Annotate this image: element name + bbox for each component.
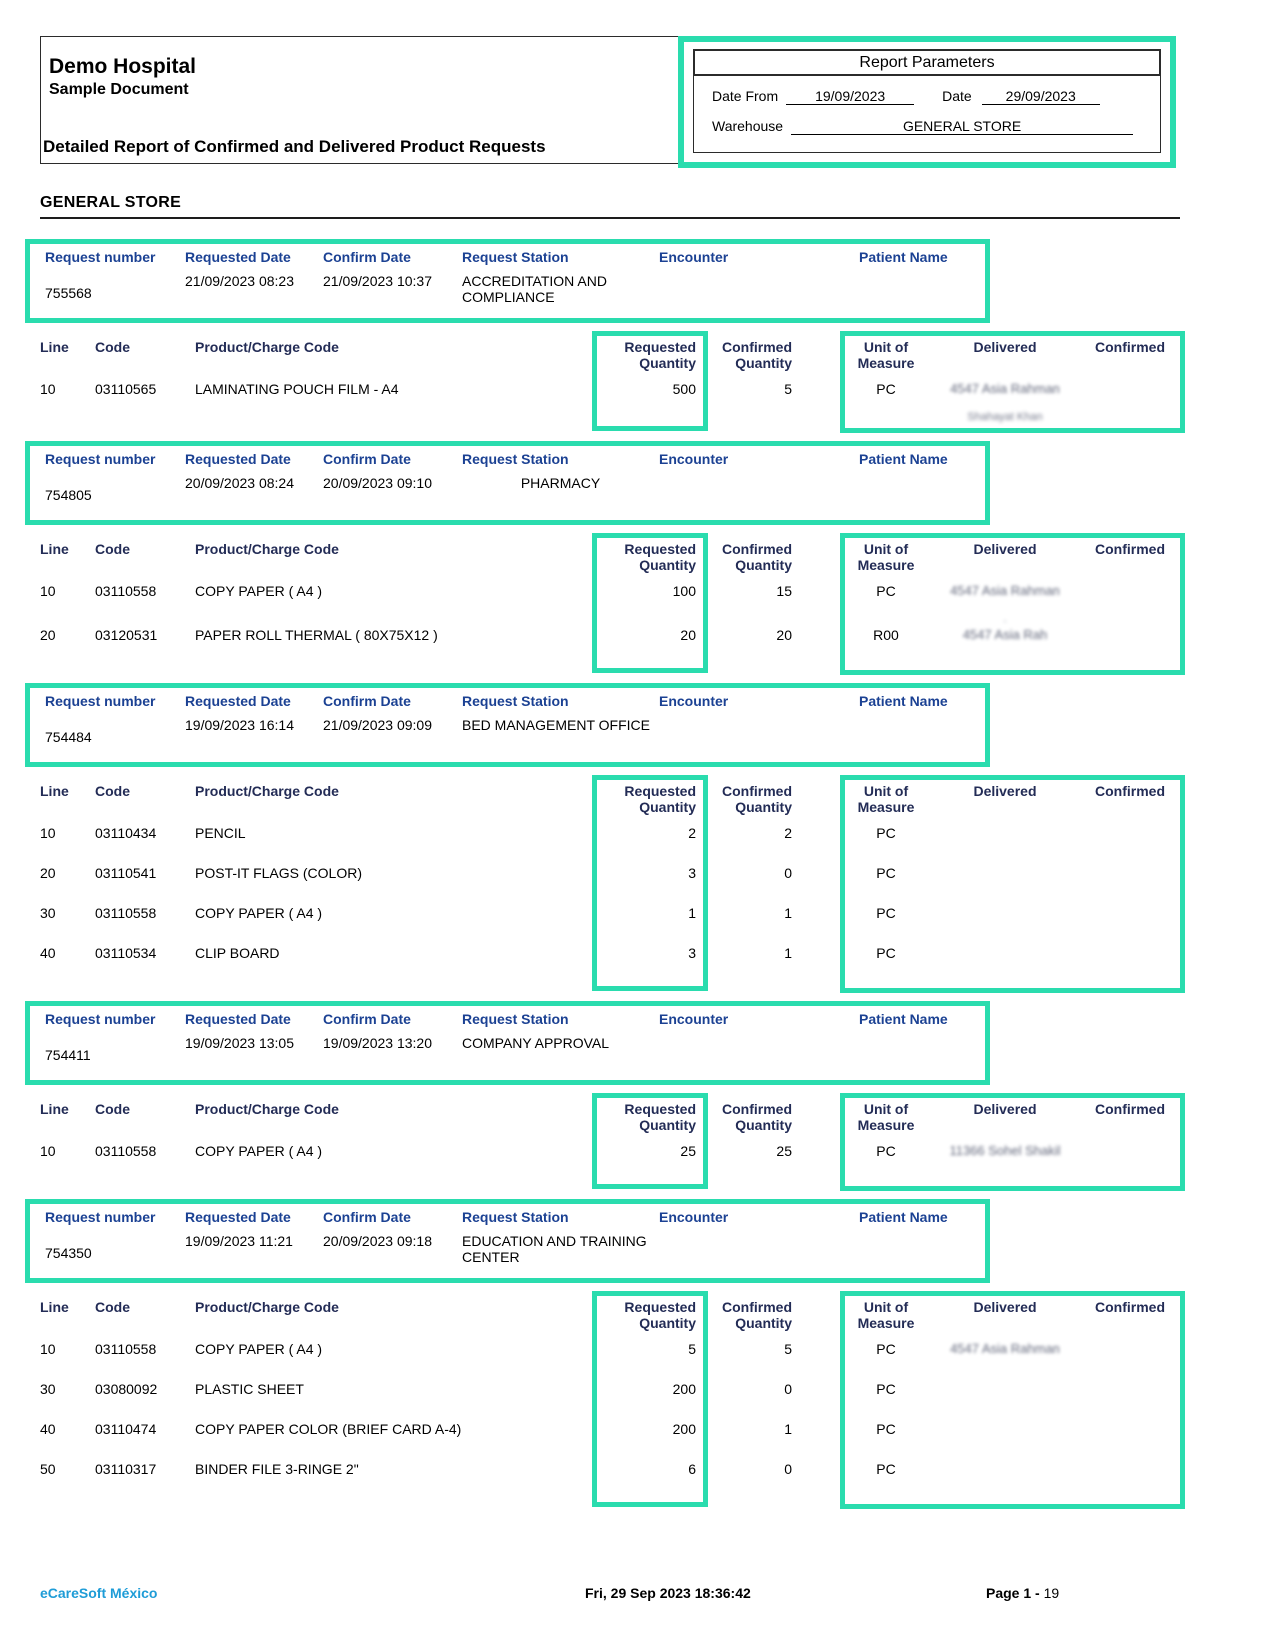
product-header: Product/Charge Code bbox=[195, 783, 339, 799]
product-name: PLASTIC SHEET bbox=[195, 1381, 304, 1397]
delivered-signature-text: 11366 Sohel Shakil bbox=[949, 1143, 1061, 1158]
requested-date-value: 20/09/2023 08:24 bbox=[185, 475, 294, 491]
product-name: COPY PAPER ( A4 ) bbox=[195, 1341, 323, 1357]
requested-date-header: Requested Date bbox=[185, 249, 291, 265]
request-station-value: EDUCATION AND TRAINING CENTER bbox=[462, 1233, 647, 1265]
delivered-header: Delivered bbox=[973, 783, 1037, 799]
line-number: 30 bbox=[40, 905, 56, 921]
date-from-value: 19/09/2023 bbox=[786, 88, 914, 105]
patient-name-header: Patient Name bbox=[859, 451, 948, 467]
report-parameters-body bbox=[693, 76, 1161, 153]
confirmed-qty-value: 0 bbox=[784, 1381, 792, 1397]
delivered-signature bbox=[930, 1459, 1080, 1499]
requested-date-value: 19/09/2023 13:05 bbox=[185, 1035, 294, 1051]
confirmed-qty-header: Confirmed Quantity bbox=[722, 1101, 792, 1133]
date-value: 29/09/2023 bbox=[982, 88, 1100, 105]
section-divider bbox=[40, 217, 1180, 219]
line-header: Line bbox=[40, 1299, 69, 1315]
product-code: 03110317 bbox=[95, 1461, 157, 1477]
confirmed-qty-value: 5 bbox=[784, 381, 792, 397]
warehouse-label: Warehouse bbox=[712, 118, 784, 134]
uom-header: Unit of Measure bbox=[857, 1299, 915, 1331]
page-footer bbox=[0, 1585, 1275, 1609]
confirmed-qty-value: 20 bbox=[776, 627, 792, 643]
request-number-header: Request number bbox=[45, 693, 156, 709]
patient-name-header: Patient Name bbox=[859, 693, 948, 709]
request-number-header: Request number bbox=[45, 1011, 156, 1027]
requested-date-header: Requested Date bbox=[185, 451, 291, 467]
delivered-signature bbox=[930, 581, 1080, 625]
request-summary-box bbox=[25, 441, 990, 525]
product-code: 03110434 bbox=[95, 825, 157, 841]
request-number-value: 755568 bbox=[45, 285, 92, 301]
uom-header: Unit of Measure bbox=[857, 783, 915, 815]
line-number: 10 bbox=[40, 1341, 56, 1357]
requested-date-value: 21/09/2023 08:23 bbox=[185, 273, 294, 289]
delivered-signature bbox=[930, 943, 1080, 983]
requested-qty-header: Requested Quantity bbox=[624, 339, 696, 371]
delivered-signature-text: 4547 Asia Rahman bbox=[950, 381, 1060, 396]
encounter-header: Encounter bbox=[659, 1209, 729, 1225]
confirmed-qty-header: Confirmed Quantity bbox=[722, 783, 792, 815]
request-number-header: Request number bbox=[45, 451, 156, 467]
line-number: 20 bbox=[40, 865, 56, 881]
uom-value: PC bbox=[876, 1381, 896, 1397]
line-number: 10 bbox=[40, 583, 56, 599]
confirmed-qty-value: 25 bbox=[776, 1143, 792, 1159]
patient-name-value bbox=[859, 475, 975, 513]
request-number-value: 754484 bbox=[45, 729, 92, 745]
date-label: Date bbox=[942, 88, 972, 104]
confirmed-qty-value: 5 bbox=[784, 1341, 792, 1357]
product-name: CLIP BOARD bbox=[195, 945, 280, 961]
requested-qty-value: 25 bbox=[680, 1143, 696, 1159]
line-number: 20 bbox=[40, 627, 56, 643]
delivered-signature bbox=[930, 625, 1080, 665]
line-header: Line bbox=[40, 541, 69, 557]
confirmed-signature bbox=[1080, 1379, 1180, 1419]
confirmed-header: Confirmed bbox=[1095, 1101, 1165, 1117]
encounter-value bbox=[659, 1233, 859, 1271]
encounter-header: Encounter bbox=[659, 249, 729, 265]
confirmed-header: Confirmed bbox=[1095, 783, 1165, 799]
requested-date-header: Requested Date bbox=[185, 1011, 291, 1027]
product-name: COPY PAPER ( A4 ) bbox=[195, 583, 323, 599]
confirmed-header: Confirmed bbox=[1095, 1299, 1165, 1315]
request-group bbox=[40, 441, 1220, 673]
date-row bbox=[712, 88, 1150, 105]
requested-qty-value: 6 bbox=[688, 1461, 696, 1477]
uom-value: PC bbox=[876, 1421, 896, 1437]
uom-value: PC bbox=[876, 945, 896, 961]
product-code: 03110558 bbox=[95, 905, 157, 921]
requested-qty-value: 500 bbox=[672, 381, 696, 397]
code-header: Code bbox=[95, 1101, 130, 1117]
uom-value: PC bbox=[876, 583, 896, 599]
date-from-label: Date From bbox=[712, 88, 779, 104]
confirmed-qty-value: 15 bbox=[776, 583, 792, 599]
request-summary-box bbox=[25, 239, 990, 323]
encounter-value bbox=[659, 1035, 859, 1073]
requested-qty-value: 200 bbox=[672, 1381, 696, 1397]
report-title: Detailed Report of Confirmed and Delivered Product Requests bbox=[43, 137, 546, 156]
confirm-date-value: 20/09/2023 09:18 bbox=[323, 1233, 432, 1249]
uom-value: PC bbox=[876, 1143, 896, 1159]
patient-name-value bbox=[859, 273, 975, 311]
confirm-date-value: 21/09/2023 10:37 bbox=[323, 273, 432, 289]
hospital-name: Demo Hospital bbox=[49, 55, 197, 78]
product-code: 03110558 bbox=[95, 1341, 157, 1357]
line-items-table bbox=[40, 333, 1180, 431]
encounter-header: Encounter bbox=[659, 451, 729, 467]
line-number: 10 bbox=[40, 381, 56, 397]
vendor-brand: eCareSoft México bbox=[40, 1585, 158, 1601]
requested-qty-value: 100 bbox=[672, 583, 696, 599]
product-name: POST-IT FLAGS (COLOR) bbox=[195, 865, 362, 881]
delivered-signature-text: 4547 Asia Rahman bbox=[950, 1341, 1060, 1356]
line-items-table bbox=[40, 535, 1180, 673]
delivered-signature-text-2: Shahayat Khan bbox=[967, 411, 1043, 423]
encounter-value bbox=[659, 717, 859, 755]
code-header: Code bbox=[95, 1299, 130, 1315]
confirm-date-header: Confirm Date bbox=[323, 693, 411, 709]
uom-header: Unit of Measure bbox=[857, 339, 915, 371]
patient-name-header: Patient Name bbox=[859, 249, 948, 265]
confirmed-qty-value: 1 bbox=[784, 905, 792, 921]
uom-value: PC bbox=[876, 865, 896, 881]
print-datetime: Fri, 29 Sep 2023 18:36:42 bbox=[585, 1585, 751, 1601]
product-code: 03080092 bbox=[95, 1381, 158, 1397]
confirmed-signature bbox=[1080, 581, 1180, 625]
patient-name-header: Patient Name bbox=[859, 1209, 948, 1225]
requested-qty-value: 20 bbox=[680, 627, 696, 643]
delivered-header: Delivered bbox=[973, 1101, 1037, 1117]
product-code: 03110541 bbox=[95, 865, 157, 881]
product-name: COPY PAPER COLOR (BRIEF CARD A-4) bbox=[195, 1421, 462, 1437]
line-number: 40 bbox=[40, 945, 56, 961]
document-title-box bbox=[40, 36, 680, 164]
confirm-date-header: Confirm Date bbox=[323, 1209, 411, 1225]
product-name: LAMINATING POUCH FILM - A4 bbox=[195, 381, 399, 397]
product-name: BINDER FILE 3-RINGE 2" bbox=[195, 1461, 359, 1477]
delivered-signature-text: 4547 Asia Rah bbox=[962, 627, 1048, 642]
requested-qty-header: Requested Quantity bbox=[624, 1101, 696, 1133]
delivered-signature bbox=[930, 1141, 1080, 1181]
product-header: Product/Charge Code bbox=[195, 541, 339, 557]
requested-qty-value: 2 bbox=[688, 825, 696, 841]
product-code: 03110474 bbox=[95, 1421, 157, 1437]
line-number: 10 bbox=[40, 1143, 56, 1159]
line-number: 30 bbox=[40, 1381, 56, 1397]
confirmed-header: Confirmed bbox=[1095, 339, 1165, 355]
delivered-signature bbox=[930, 903, 1080, 943]
confirmed-header: Confirmed bbox=[1095, 541, 1165, 557]
confirmed-signature bbox=[1080, 1141, 1180, 1181]
delivered-signature-text-2: . bbox=[1003, 613, 1007, 625]
product-name: PENCIL bbox=[195, 825, 246, 841]
warehouse-value: GENERAL STORE bbox=[791, 118, 1133, 135]
requested-qty-value: 3 bbox=[688, 865, 696, 881]
request-station-header: Request Station bbox=[462, 451, 569, 467]
confirm-date-header: Confirm Date bbox=[323, 451, 411, 467]
product-name: PAPER ROLL THERMAL ( 80X75X12 ) bbox=[195, 627, 438, 643]
delivered-header: Delivered bbox=[973, 541, 1037, 557]
line-items-table bbox=[40, 777, 1180, 991]
requested-qty-value: 1 bbox=[688, 905, 696, 921]
encounter-header: Encounter bbox=[659, 1011, 729, 1027]
line-items-table bbox=[40, 1293, 1180, 1507]
patient-name-value bbox=[859, 1233, 975, 1271]
product-header: Product/Charge Code bbox=[195, 339, 339, 355]
request-station-header: Request Station bbox=[462, 1011, 569, 1027]
delivered-signature bbox=[930, 1419, 1080, 1459]
code-header: Code bbox=[95, 339, 130, 355]
confirmed-signature bbox=[1080, 863, 1180, 903]
product-code: 03110558 bbox=[95, 1143, 157, 1159]
request-station-value: PHARMACY bbox=[520, 475, 601, 491]
confirm-date-value: 21/09/2023 09:09 bbox=[323, 717, 432, 733]
patient-name-value bbox=[859, 717, 975, 755]
document-subtitle: Sample Document bbox=[49, 81, 189, 98]
code-header: Code bbox=[95, 783, 130, 799]
encounter-header: Encounter bbox=[659, 693, 729, 709]
confirmed-qty-header: Confirmed Quantity bbox=[722, 541, 792, 573]
line-number: 40 bbox=[40, 1421, 56, 1437]
request-summary-box bbox=[25, 1199, 990, 1283]
encounter-value bbox=[659, 475, 859, 513]
page-header bbox=[40, 36, 1220, 168]
product-header: Product/Charge Code bbox=[195, 1101, 339, 1117]
product-code: 03110558 bbox=[95, 583, 157, 599]
confirmed-signature bbox=[1080, 943, 1180, 983]
request-group bbox=[40, 1199, 1220, 1507]
requested-qty-value: 3 bbox=[688, 945, 696, 961]
confirmed-signature bbox=[1080, 379, 1180, 423]
confirmed-signature bbox=[1080, 903, 1180, 943]
requested-date-header: Requested Date bbox=[185, 693, 291, 709]
confirmed-signature bbox=[1080, 625, 1180, 665]
page-indicator bbox=[986, 1585, 1059, 1601]
line-number: 50 bbox=[40, 1461, 56, 1477]
line-items-table bbox=[40, 1095, 1180, 1189]
delivered-signature bbox=[930, 1339, 1080, 1379]
request-summary-box bbox=[25, 1001, 990, 1085]
request-station-header: Request Station bbox=[462, 1209, 569, 1225]
line-header: Line bbox=[40, 783, 69, 799]
confirm-date-header: Confirm Date bbox=[323, 1011, 411, 1027]
confirmed-signature bbox=[1080, 823, 1180, 863]
line-header: Line bbox=[40, 1101, 69, 1117]
warehouse-section-heading bbox=[40, 194, 1220, 219]
confirmed-signature bbox=[1080, 1339, 1180, 1379]
requested-date-value: 19/09/2023 11:21 bbox=[185, 1233, 293, 1249]
patient-name-value bbox=[859, 1035, 975, 1073]
delivered-signature bbox=[930, 863, 1080, 903]
line-number: 10 bbox=[40, 825, 56, 841]
confirmed-qty-value: 1 bbox=[784, 1421, 792, 1437]
delivered-signature bbox=[930, 823, 1080, 863]
request-number-header: Request number bbox=[45, 249, 156, 265]
requested-qty-header: Requested Quantity bbox=[624, 783, 696, 815]
uom-value: R00 bbox=[873, 627, 899, 643]
uom-header: Unit of Measure bbox=[857, 1101, 915, 1133]
product-code: 03120531 bbox=[95, 627, 158, 643]
product-code: 03110565 bbox=[95, 381, 157, 397]
uom-header: Unit of Measure bbox=[857, 541, 915, 573]
confirmed-qty-value: 0 bbox=[784, 865, 792, 881]
warehouse-row bbox=[712, 118, 1150, 135]
uom-value: PC bbox=[876, 381, 896, 397]
encounter-value bbox=[659, 273, 859, 311]
confirmed-qty-value: 1 bbox=[784, 945, 792, 961]
confirmed-signature bbox=[1080, 1459, 1180, 1499]
requested-qty-value: 5 bbox=[688, 1341, 696, 1357]
request-group bbox=[40, 239, 1220, 431]
uom-value: PC bbox=[876, 825, 896, 841]
request-group bbox=[40, 1001, 1220, 1189]
request-summary-box bbox=[25, 683, 990, 767]
requested-qty-value: 200 bbox=[672, 1421, 696, 1437]
confirmed-signature bbox=[1080, 1419, 1180, 1459]
uom-value: PC bbox=[876, 1461, 896, 1477]
confirmed-qty-header: Confirmed Quantity bbox=[722, 1299, 792, 1331]
confirmed-qty-value: 2 bbox=[784, 825, 792, 841]
line-header: Line bbox=[40, 339, 69, 355]
requested-date-header: Requested Date bbox=[185, 1209, 291, 1225]
request-number-value: 754411 bbox=[45, 1047, 91, 1063]
product-code: 03110534 bbox=[95, 945, 157, 961]
confirm-date-header: Confirm Date bbox=[323, 249, 411, 265]
requested-qty-header: Requested Quantity bbox=[624, 541, 696, 573]
section-title: GENERAL STORE bbox=[40, 194, 182, 211]
request-number-value: 754350 bbox=[45, 1245, 92, 1261]
patient-name-header: Patient Name bbox=[859, 1011, 948, 1027]
requested-date-value: 19/09/2023 16:14 bbox=[185, 717, 294, 733]
page-label: Page 1 - bbox=[986, 1585, 1040, 1601]
requested-qty-header: Requested Quantity bbox=[624, 1299, 696, 1331]
page-total: 19 bbox=[1043, 1585, 1060, 1601]
confirmed-qty-header: Confirmed Quantity bbox=[722, 339, 792, 371]
product-header: Product/Charge Code bbox=[195, 1299, 339, 1315]
confirm-date-value: 20/09/2023 09:10 bbox=[323, 475, 432, 491]
report-parameters-highlight-box bbox=[678, 36, 1176, 168]
request-station-value: BED MANAGEMENT OFFICE bbox=[462, 717, 650, 733]
uom-value: PC bbox=[876, 1341, 896, 1357]
product-name: COPY PAPER ( A4 ) bbox=[195, 905, 323, 921]
request-number-header: Request number bbox=[45, 1209, 156, 1225]
request-station-header: Request Station bbox=[462, 249, 569, 265]
request-group bbox=[40, 683, 1220, 991]
request-station-header: Request Station bbox=[462, 693, 569, 709]
delivered-signature bbox=[930, 1379, 1080, 1419]
request-station-value: ACCREDITATION AND COMPLIANCE bbox=[462, 273, 607, 305]
uom-value: PC bbox=[876, 905, 896, 921]
report-parameters-panel bbox=[693, 49, 1161, 153]
report-parameters-title: Report Parameters bbox=[693, 49, 1161, 76]
confirm-date-value: 19/09/2023 13:20 bbox=[323, 1035, 432, 1051]
request-station-value: COMPANY APPROVAL bbox=[462, 1035, 610, 1051]
delivered-header: Delivered bbox=[973, 1299, 1037, 1315]
delivered-header: Delivered bbox=[973, 339, 1037, 355]
confirmed-qty-value: 0 bbox=[784, 1461, 792, 1477]
request-number-value: 754805 bbox=[45, 487, 92, 503]
code-header: Code bbox=[95, 541, 130, 557]
product-name: COPY PAPER ( A4 ) bbox=[195, 1143, 323, 1159]
delivered-signature bbox=[930, 379, 1080, 423]
delivered-signature-text: 4547 Asia Rahman bbox=[950, 583, 1060, 598]
